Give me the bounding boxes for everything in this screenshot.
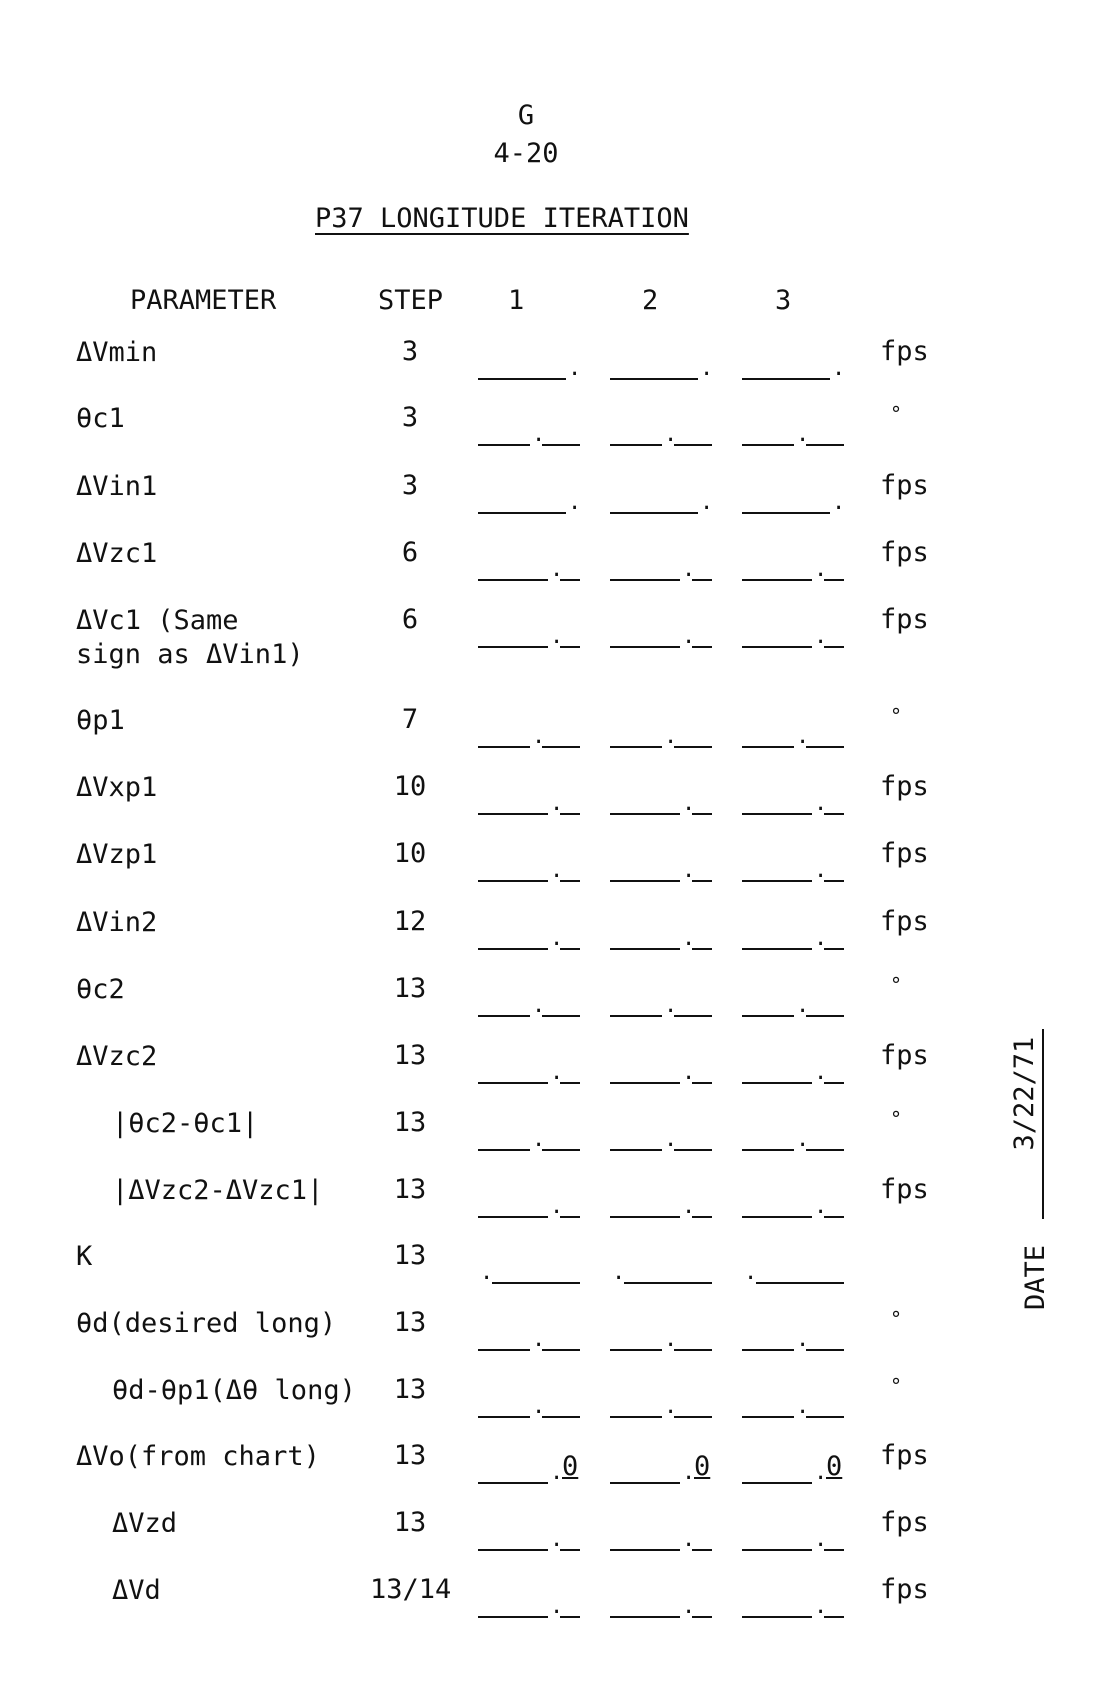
entry-field-iteration-1[interactable]: . (478, 416, 582, 446)
entry-field-iteration-1[interactable]: . (478, 1188, 582, 1218)
entry-field-iteration-3[interactable]: . (742, 1588, 846, 1618)
column-header-iteration-2: 2 (642, 285, 659, 316)
step-number: 13 (393, 1107, 427, 1138)
entry-field-iteration-3[interactable]: . (742, 1321, 846, 1351)
step-number: 13 (393, 1440, 427, 1471)
step-number: 13 (393, 1507, 427, 1538)
entry-field-iteration-2[interactable]: . (610, 618, 714, 648)
table-row (0, 1440, 1102, 1500)
parameter-name: ΔVin2 (76, 907, 158, 938)
entry-field-iteration-2[interactable]: . (610, 551, 714, 581)
entry-field-iteration-1[interactable]: . 0 (478, 1454, 582, 1484)
entry-field-iteration-2[interactable]: . (610, 350, 714, 380)
parameter-name: K (76, 1241, 93, 1272)
step-number: 13/14 (370, 1574, 452, 1605)
entry-field-iteration-3[interactable]: . (742, 1054, 846, 1084)
entry-field-iteration-1[interactable]: . (478, 350, 582, 380)
parameter-name: ΔVo(from chart) (76, 1441, 320, 1472)
unit-label: fps (880, 1507, 929, 1538)
parameter-name: ΔVc1 (Same sign as ΔVin1) (76, 605, 304, 670)
unit-label: ° (890, 973, 903, 997)
parameter-name: θp1 (76, 705, 125, 736)
entry-field-iteration-1[interactable]: . (478, 1388, 582, 1418)
entry-field-iteration-1[interactable]: . (478, 1588, 582, 1618)
entry-field-iteration-2[interactable]: . (610, 852, 714, 882)
column-header-iteration-1: 1 (508, 285, 525, 316)
step-number: 10 (393, 771, 427, 802)
entry-field-iteration-2[interactable]: . (610, 416, 714, 446)
entry-field-iteration-3[interactable]: . (742, 920, 846, 950)
table-row (0, 838, 1102, 898)
date-label: DATE (1020, 1244, 1051, 1310)
parameter-name: θd-θp1(Δθ long) (112, 1375, 356, 1406)
parameter-name: θc1 (76, 403, 125, 434)
entry-field-iteration-2[interactable]: . (610, 1321, 714, 1351)
entry-field-iteration-2[interactable]: . (610, 1054, 714, 1084)
entry-field-iteration-1[interactable]: . (478, 718, 582, 748)
table-row (0, 1107, 1102, 1167)
step-number: 13 (393, 1307, 427, 1338)
step-number: 7 (401, 704, 419, 735)
entry-field-iteration-2[interactable]: . (610, 484, 714, 514)
date-value: 3/22/71 (1009, 1036, 1040, 1151)
parameter-name: |θc2-θc1| (112, 1108, 259, 1139)
entry-field-iteration-3[interactable]: . (742, 484, 846, 514)
entry-field-iteration-2[interactable]: . (610, 1588, 714, 1618)
table-row (0, 1040, 1102, 1100)
table-row (0, 537, 1102, 597)
entry-field-iteration-3[interactable]: . (742, 618, 846, 648)
parameter-name: ΔVmin (76, 337, 158, 368)
entry-field-iteration-2[interactable]: . (610, 785, 714, 815)
unit-label: fps (880, 838, 929, 869)
unit-label: ° (890, 1107, 903, 1131)
entry-field-iteration-1[interactable]: . (478, 484, 582, 514)
parameter-name: ΔVzd (112, 1508, 178, 1539)
step-number: 13 (393, 1240, 427, 1271)
step-number: 6 (401, 604, 419, 635)
unit-label: fps (880, 604, 929, 635)
entry-field-iteration-1[interactable]: . (478, 1321, 582, 1351)
step-number: 6 (401, 537, 419, 568)
table-row (0, 336, 1102, 396)
unit-label: fps (880, 906, 929, 937)
column-header-step: STEP (378, 285, 444, 316)
entry-field-iteration-1[interactable]: . (478, 852, 582, 882)
table-row (0, 1374, 1102, 1434)
step-number: 13 (393, 1040, 427, 1071)
entry-field-iteration-3[interactable]: . (742, 1254, 846, 1284)
unit-label: fps (880, 537, 929, 568)
entry-field-iteration-3[interactable]: . (742, 1121, 846, 1151)
entry-field-iteration-3[interactable]: . (742, 1188, 846, 1218)
entry-field-iteration-2[interactable]: . 0 (610, 1454, 714, 1484)
entry-field-iteration-1[interactable]: . (478, 785, 582, 815)
parameter-name: θd(desired long) (76, 1308, 337, 1339)
entry-field-iteration-1[interactable]: . (478, 920, 582, 950)
entry-field-iteration-1[interactable]: . (478, 1521, 582, 1551)
entry-field-iteration-1[interactable]: . (478, 1254, 582, 1284)
unit-label: ° (890, 402, 903, 426)
unit-label: ° (890, 1374, 903, 1398)
entry-field-iteration-3[interactable]: . (742, 1521, 846, 1551)
table-row (0, 973, 1102, 1033)
step-number: 12 (393, 906, 427, 937)
entry-field-iteration-2[interactable]: . (610, 920, 714, 950)
entry-field-iteration-3[interactable]: . (742, 785, 846, 815)
entry-field-iteration-1[interactable]: . (478, 618, 582, 648)
step-number: 13 (393, 1174, 427, 1205)
date-line (1009, 1029, 1044, 1219)
step-number: 3 (401, 402, 419, 433)
entry-field-iteration-2[interactable]: . (610, 1188, 714, 1218)
entry-field-iteration-3[interactable]: . (742, 718, 846, 748)
unit-label: fps (880, 470, 929, 501)
entry-field-iteration-3[interactable]: . (742, 852, 846, 882)
unit-label: fps (880, 1574, 929, 1605)
entry-field-iteration-2[interactable]: . (610, 718, 714, 748)
fixed-decimal: 0 (694, 1451, 711, 1482)
table-row (0, 1307, 1102, 1367)
parameter-name: ΔVzp1 (76, 839, 158, 870)
step-number: 13 (393, 1374, 427, 1405)
unit-label: fps (880, 1174, 929, 1205)
parameter-name: |ΔVzc2-ΔVzc1| (112, 1175, 324, 1206)
fixed-decimal: 0 (826, 1451, 843, 1482)
parameter-name: ΔVxp1 (76, 772, 158, 803)
table-row (0, 1574, 1102, 1634)
entry-field-iteration-2[interactable]: . (610, 1254, 714, 1284)
entry-field-iteration-2[interactable]: . (610, 1388, 714, 1418)
unit-label: ° (890, 1307, 903, 1331)
entry-field-iteration-3[interactable]: . (742, 350, 846, 380)
entry-field-iteration-1[interactable]: . (478, 551, 582, 581)
table-row (0, 1240, 1102, 1300)
unit-label: fps (880, 771, 929, 802)
section-letter: G (517, 100, 535, 131)
table-row (0, 771, 1102, 831)
entry-field-iteration-2[interactable]: . (610, 1121, 714, 1151)
entry-field-iteration-3[interactable]: . (742, 416, 846, 446)
unit-label: ° (890, 704, 903, 728)
table-row (0, 704, 1102, 764)
step-number: 3 (401, 336, 419, 367)
fixed-decimal: 0 (562, 1451, 579, 1482)
entry-field-iteration-2[interactable]: . (610, 1521, 714, 1551)
parameter-name: ΔVzc1 (76, 538, 158, 569)
page-title: P37 LONGITUDE ITERATION (315, 203, 689, 234)
entry-field-iteration-3[interactable]: . (742, 1388, 846, 1418)
entry-field-iteration-3[interactable]: . 0 (742, 1454, 846, 1484)
table-row (0, 1507, 1102, 1567)
entry-field-iteration-1[interactable]: . (478, 1121, 582, 1151)
entry-field-iteration-1[interactable]: . (478, 987, 582, 1017)
table-row (0, 402, 1102, 462)
unit-label: fps (880, 1440, 929, 1471)
unit-label: fps (880, 336, 929, 367)
page-number: 4-20 (493, 138, 559, 169)
date-stamp (1009, 1010, 1080, 1310)
table-row (0, 906, 1102, 966)
parameter-name: ΔVzc2 (76, 1041, 158, 1072)
parameter-name: ΔVd (112, 1575, 161, 1606)
step-number: 10 (393, 838, 427, 869)
entry-field-iteration-3[interactable]: . (742, 551, 846, 581)
step-number: 13 (393, 973, 427, 1004)
entry-field-iteration-3[interactable]: . (742, 987, 846, 1017)
column-header-iteration-3: 3 (775, 285, 792, 316)
entry-field-iteration-2[interactable]: . (610, 987, 714, 1017)
table-row (0, 604, 1102, 684)
table-row (0, 1174, 1102, 1234)
column-header-parameter: PARAMETER (130, 285, 277, 316)
parameter-name: θc2 (76, 974, 125, 1005)
unit-label: fps (880, 1040, 929, 1071)
step-number: 3 (401, 470, 419, 501)
entry-field-iteration-1[interactable]: . (478, 1054, 582, 1084)
parameter-name: ΔVin1 (76, 471, 158, 502)
table-row (0, 470, 1102, 530)
